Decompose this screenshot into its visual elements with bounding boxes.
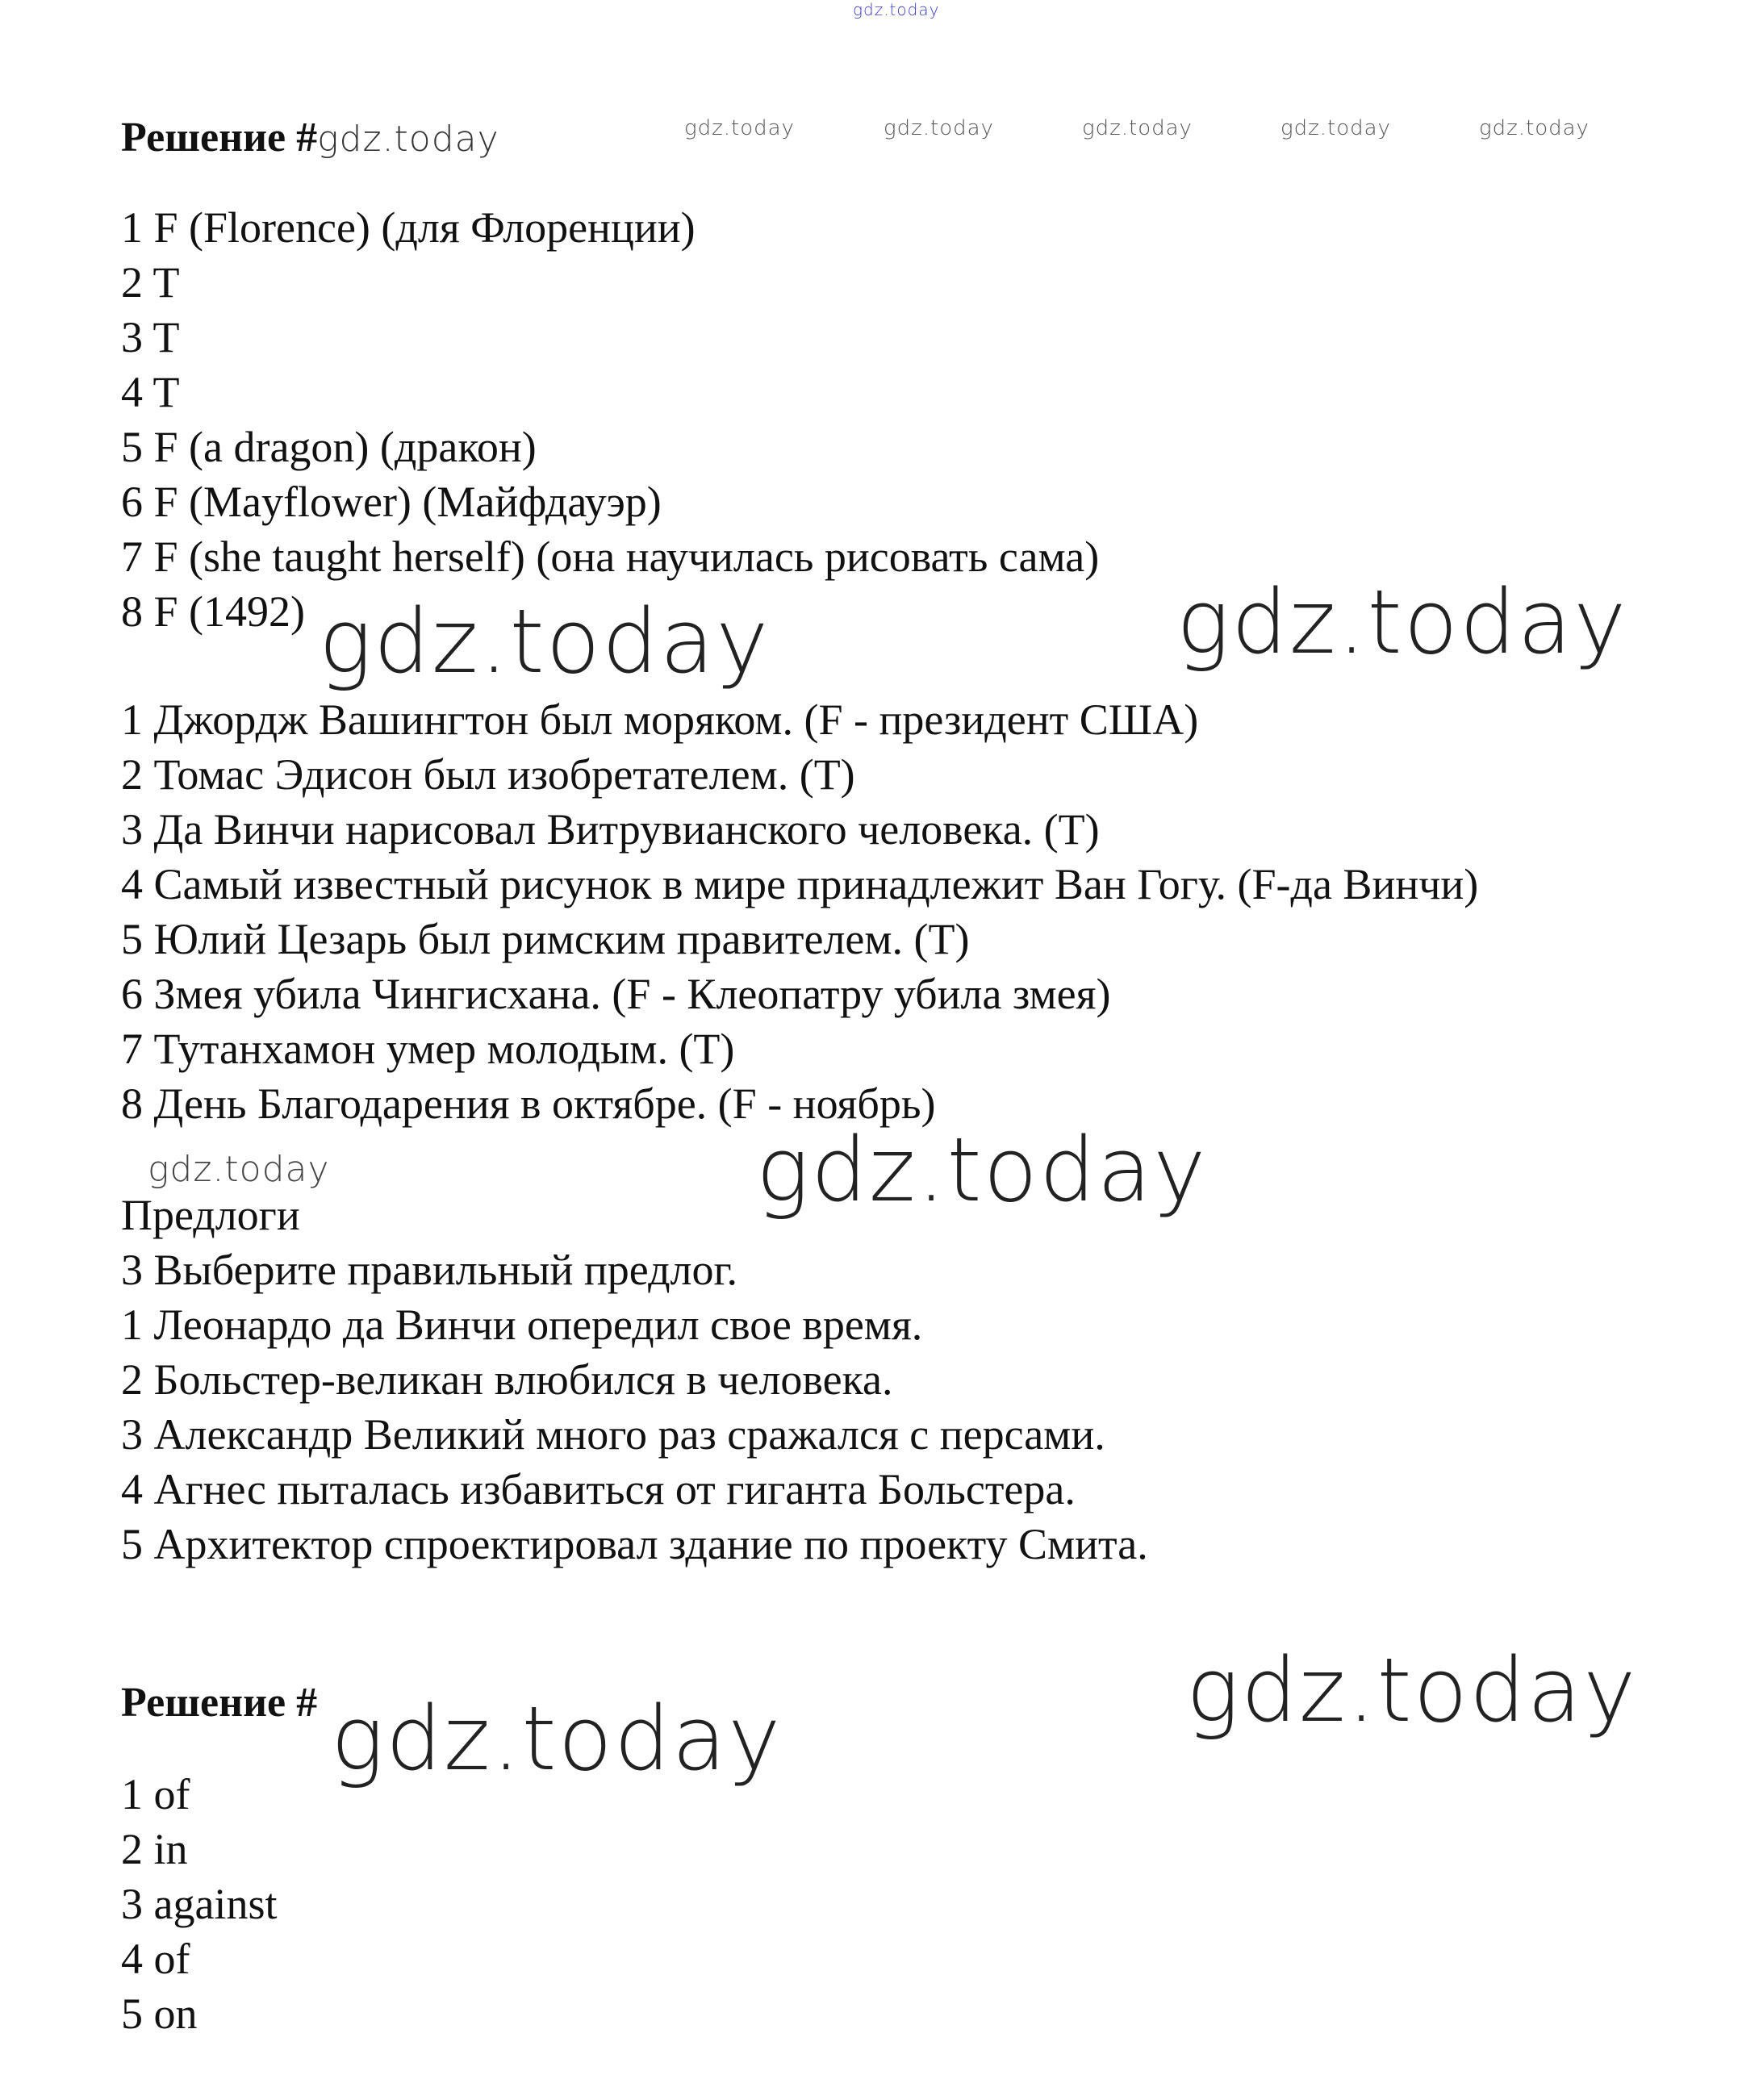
watermark-large: gdz.today [331,1687,783,1790]
answer-item: 5 F (a dragon) (дракон) [121,423,537,471]
prepositions-section [121,1188,1148,1572]
answer-item: 4 T [121,368,180,416]
translation-item: 3 Да Винчи нарисовал Витрувианского человека. (T) [121,805,1100,854]
watermark-inline: gdz.today [317,119,499,160]
answers-list [121,200,1099,639]
answer-item: 3 T [121,313,180,361]
answer-item: 4 of [121,1935,190,1983]
answer-item: 5 on [121,1989,198,2038]
heading-text: Решение # [121,115,318,161]
watermark-large: gdz.today [1176,570,1628,674]
watermark-small: gdz.today [1280,116,1391,140]
answers-list-2 [121,1767,277,2041]
translation-item: 4 Самый известный рисунок в мире принадлежит Ван Гогу. (F-да Винчи) [121,860,1479,908]
translation-item: 7 Тутанхамон умер молодым. (T) [121,1025,735,1073]
section-heading-2: Решение # [121,1680,318,1726]
answer-item: 3 against [121,1880,278,1928]
answer-item: 1 F (Florence) (для Флоренции) [121,203,696,252]
exercise-line: 5 Архитектор спроектировал здание по проекту Смита. [121,1520,1148,1568]
answer-item: 6 F (Mayflower) (Майфдауэр) [121,478,662,526]
answer-item: 1 of [121,1770,190,1818]
watermark-large: gdz.today [1186,1639,1638,1742]
answer-item: 2 T [121,258,180,307]
watermark-small: gdz.today [684,116,795,140]
translations-list [121,692,1478,1131]
section-heading [121,117,499,159]
exercise-line: 2 Больстер-великан влюбился в человека. [121,1355,893,1404]
translation-item: 1 Джордж Вашингтон был моряком. (F - президент США) [121,695,1199,744]
exercise-line: 4 Агнес пыталась избавиться от гиганта Больстера. [121,1465,1076,1513]
watermark-large: gdz.today [756,1118,1208,1221]
watermark-small: gdz.today [884,116,994,140]
exercise-line: 3 Александр Великий много раз сражался с персами. [121,1410,1105,1459]
watermark-medium: gdz.today [148,1149,330,1190]
watermark-top: gdz.today [853,0,940,19]
exercise-line: 3 Выберите правильный предлог. [121,1246,738,1294]
translation-item: 5 Юлий Цезарь был римским правителем. (T) [121,915,970,963]
watermark-large: gdz.today [319,590,771,693]
watermark-small: gdz.today [1082,116,1193,140]
translation-item: 2 Томас Эдисон был изобретателем. (T) [121,750,855,799]
translation-item: 6 Змея убила Чингисхана. (F - Клеопатру убила змея) [121,970,1111,1018]
exercise-line: 1 Леонардо да Винчи опередил свое время. [121,1300,923,1349]
section-title: Предлоги [121,1191,300,1239]
answer-item: 2 in [121,1825,188,1873]
watermark-small: gdz.today [1479,116,1590,140]
answer-item: 8 F (1492) [121,587,305,636]
translation-item: 8 День Благодарения в октябре. (F - ноябрь) [121,1079,936,1128]
answer-item: 7 F (she taught herself) (она научилась рисовать сама) [121,532,1100,581]
